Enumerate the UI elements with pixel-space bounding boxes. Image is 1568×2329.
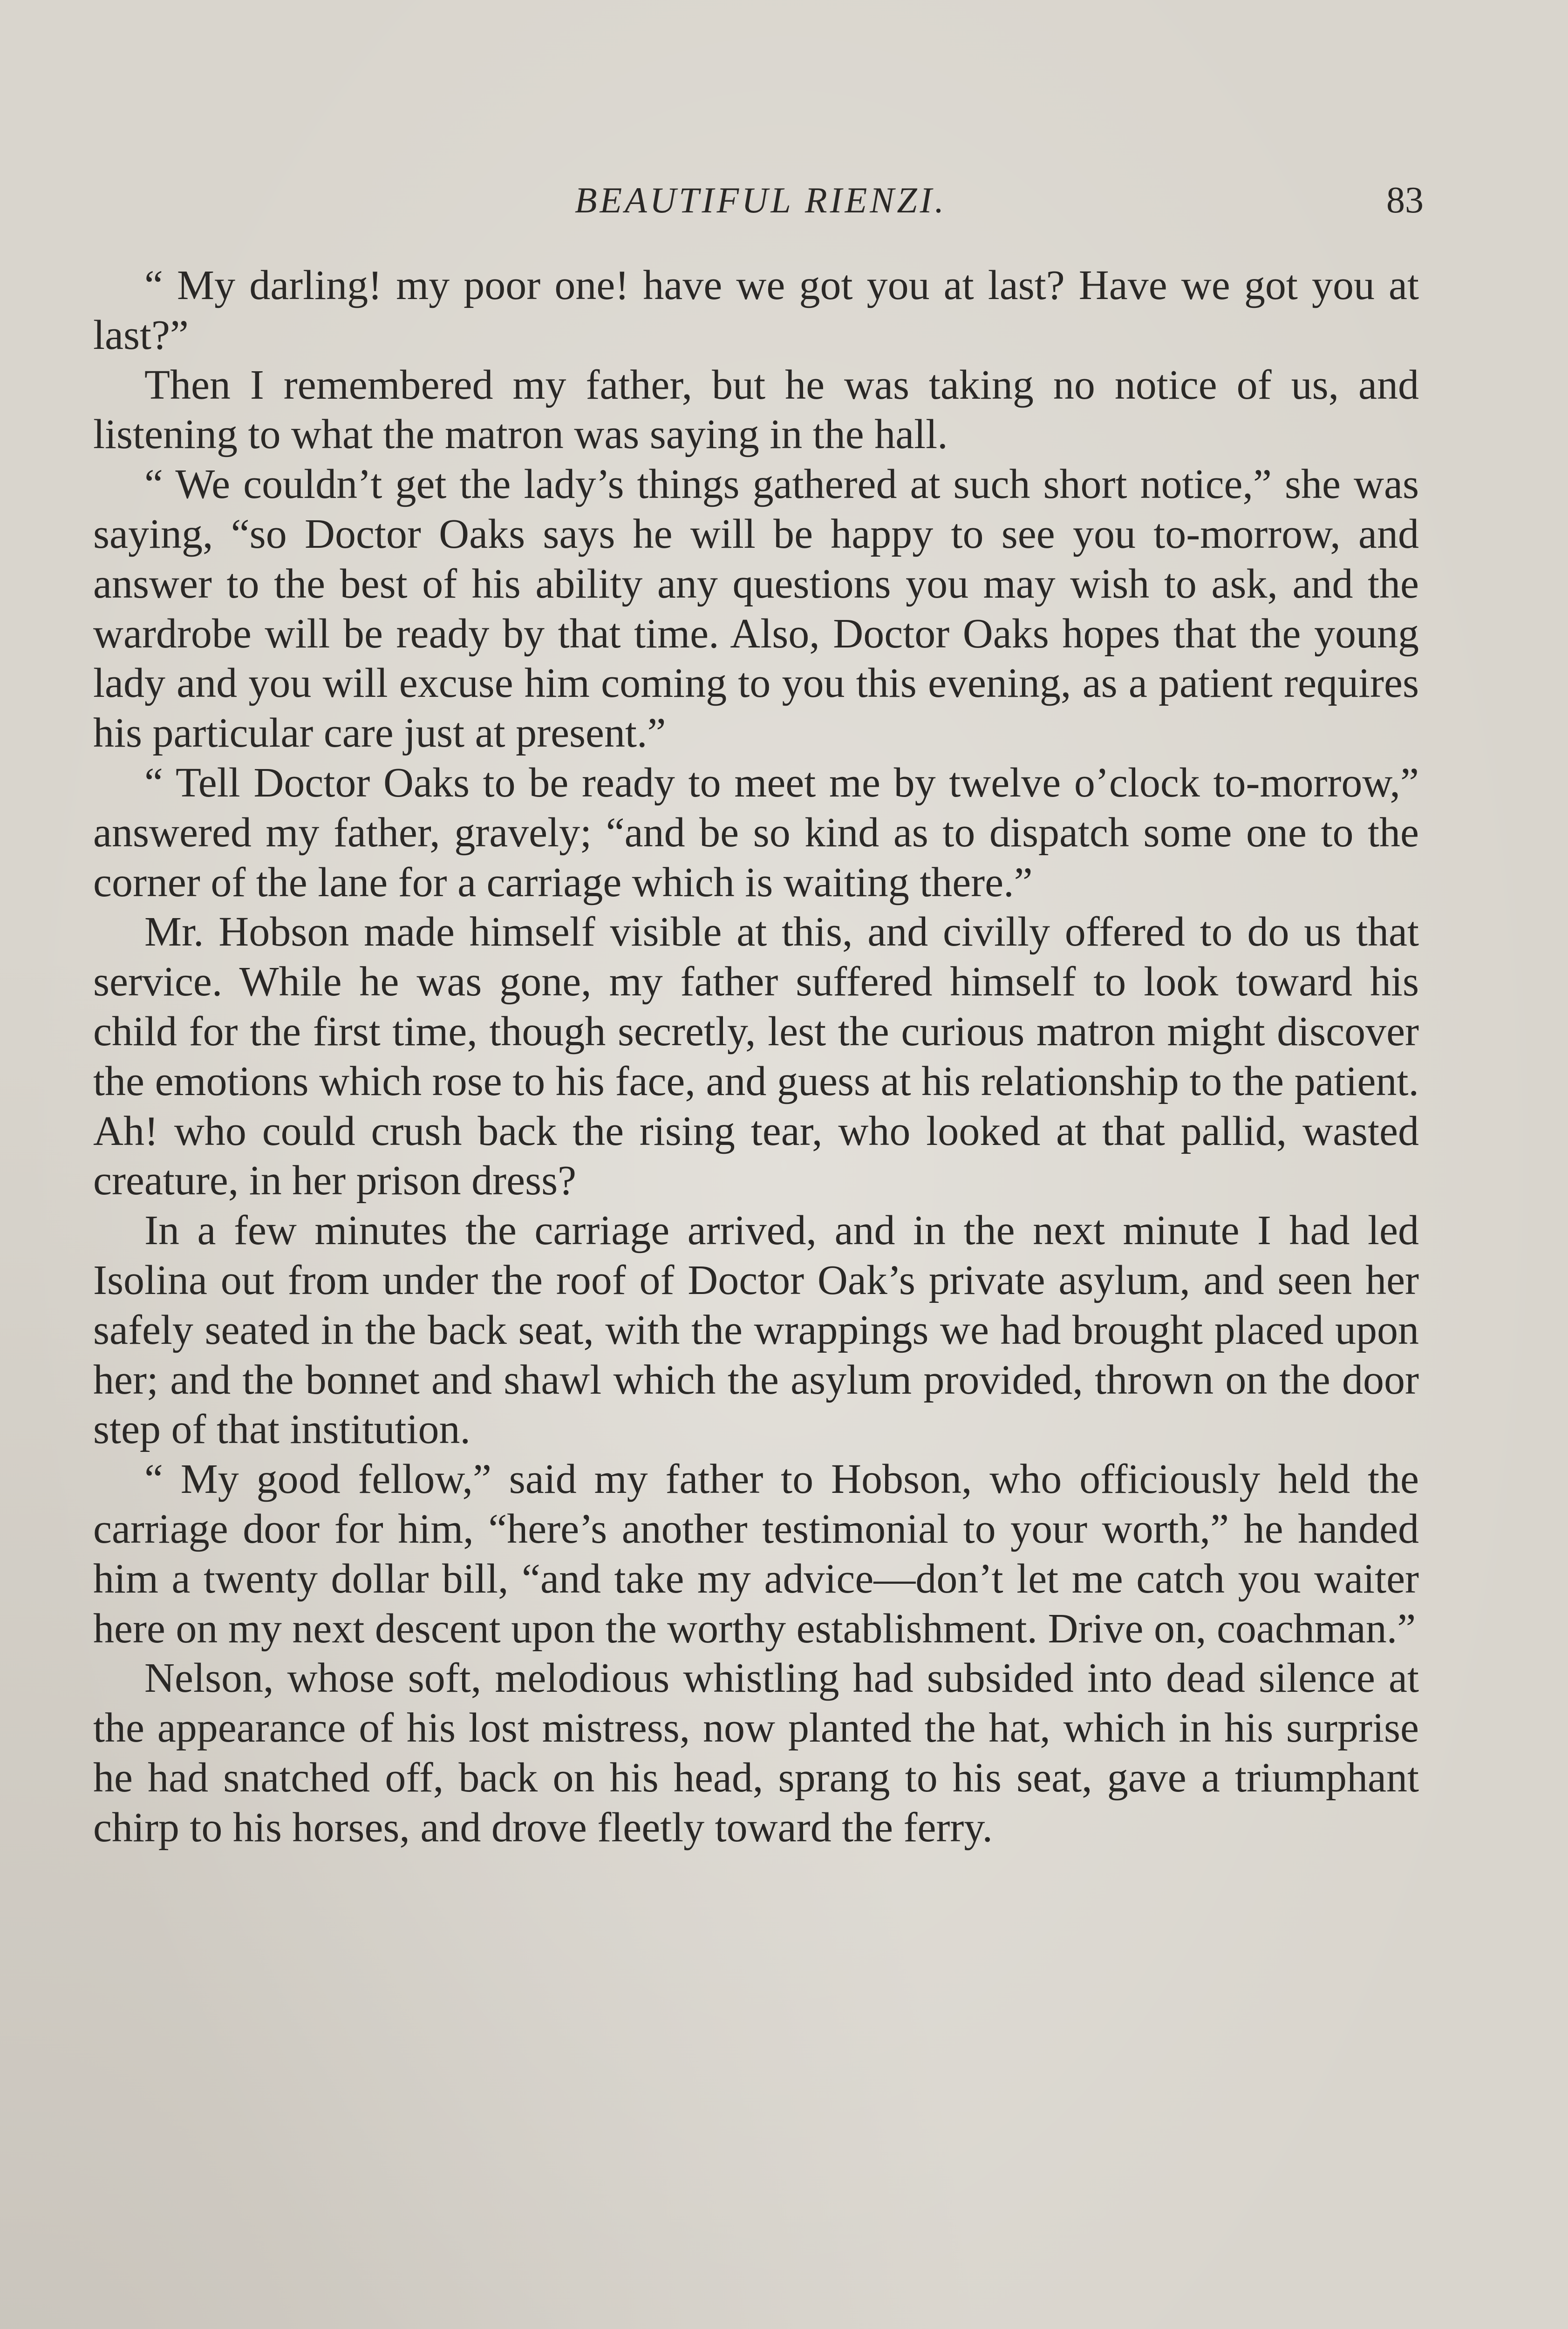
paragraph-8: Nelson, whose soft, melodious whistling had subsided into dead silence at the appearance of his lost mistress, now planted the hat, which in his surprise he had snatched off, back on his head, sprang to his seat, gave a triumphant chirp to his horses, and drove fleetly toward the ferry. bbox=[93, 1655, 1419, 1851]
paragraph-1: “ My darling! my poor one! have we got you at last? Have we got you at last?” bbox=[93, 262, 1419, 358]
paragraph-6: In a few minutes the carriage arrived, and in the next minute I had led Isolina out from under the roof of Doctor Oak’s private asylum, and seen her safely seated in the back seat, with the wrappings we had brought placed upon her; and the bonnet and shawl which the asylum provided, thrown on the door step of that institution. bbox=[93, 1207, 1419, 1453]
body-text bbox=[93, 261, 1419, 1853]
paragraph-5: Mr. Hobson made himself visible at this, and civilly offered to do us that service. While he was gone, my father suffered himself to look toward his child for the first time, though secretly, lest the curious matron might discover the emotions which rose to his face, and guess at his relationship to the patient. Ah! who could crush back the rising tear, who looked at that pallid, wasted creature, in her prison dress? bbox=[93, 909, 1419, 1204]
paragraph-7: “ My good fellow,” said my father to Hobson, who officiously held the carriage door for him, “here’s another testimonial to your worth,” he handed him a twenty dollar bill, “and take my advice—don’t let me catch you waiter here on my next descent upon the worthy establishment. Drive on, coachman.” bbox=[93, 1456, 1419, 1652]
paragraph-2: Then I remembered my father, but he was taking no notice of us, and listening to what the matron was saying in the hall. bbox=[93, 361, 1419, 458]
page-number: 83 bbox=[1386, 180, 1424, 221]
paragraph-4: “ Tell Doctor Oaks to be ready to meet me by twelve o’clock to-morrow,” answered my father, gravely; “and be so kind as to dispatch some one to the corner of the lane for a carriage which is waiting there.” bbox=[93, 759, 1419, 906]
paragraph-3: “ We couldn’t get the lady’s things gathered at such short notice,” she was saying, “so Doctor Oaks says he will be happy to see you to-morrow, and answer to the best of his ability any questions you may wish to ask, and the wardrobe will be ready by that time. Also, Doctor Oaks hopes that the young lady and you will excuse him coming to you this evening, as a patient requires his particular care just at present.” bbox=[93, 461, 1419, 756]
running-title: BEAUTIFUL RIENZI. bbox=[574, 180, 947, 220]
page-header bbox=[98, 179, 1424, 231]
